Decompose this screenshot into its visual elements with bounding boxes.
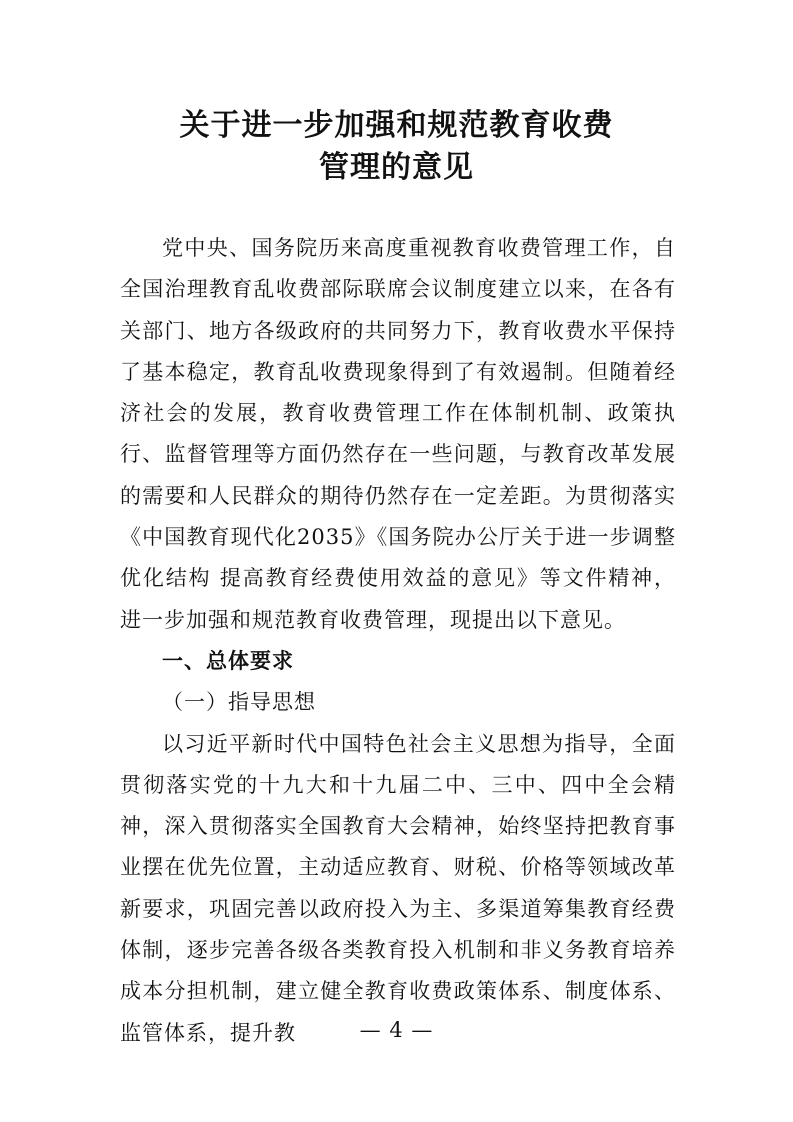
section-heading: 一、总体要求 bbox=[162, 648, 294, 673]
document-title-line-2: 管理的意见 bbox=[319, 150, 474, 185]
document-body bbox=[120, 228, 676, 1054]
guiding-paragraph: 以习近平新时代中国特色社会主义思想为指导，全面贯彻落实党的十九大和十九届二中、三中、四中全会精神，深入贯彻落实全国教育大会精神，始终坚持把教育事业摆在优先位置，主动适应教育、财税、价格等领域改革新要求，巩固完善以政府投入为主、多渠道筹集教育经费体制，逐步完善各级各类教育投入机制和非义务教育培养成本分担机制，建立健全教育收费政策体系、制度体系、监管体系，提升教 bbox=[120, 731, 676, 1045]
document-title-line-1: 关于进一步加强和规范教育收费 bbox=[179, 108, 614, 143]
intro-paragraph: 党中央、国务院历来高度重视教育收费管理工作，自全国治理教育乱收费部际联席会议制度建立以来，在各有关部门、地方各级政府的共同努力下，教育收费水平保持了基本稳定，教育乱收费现象得到了有效遏制。但随着经济社会的发展，教育收费管理工作在体制机制、政策执行、监督管理等方面仍然存在一些问题，与教育改革发展的需要和人民群众的期待仍然存在一定差距。为贯彻落实《中国教育现代化2035》《国务院办公厅关于进一步调整优化结构 提高教育经费使用效益的意见》等文件精神，进一步加强和规范教育收费管理，现提出以下意见。 bbox=[120, 236, 676, 632]
page-number: — 4 — bbox=[359, 1018, 434, 1042]
subsection-heading: （一）指导思想 bbox=[162, 690, 316, 715]
